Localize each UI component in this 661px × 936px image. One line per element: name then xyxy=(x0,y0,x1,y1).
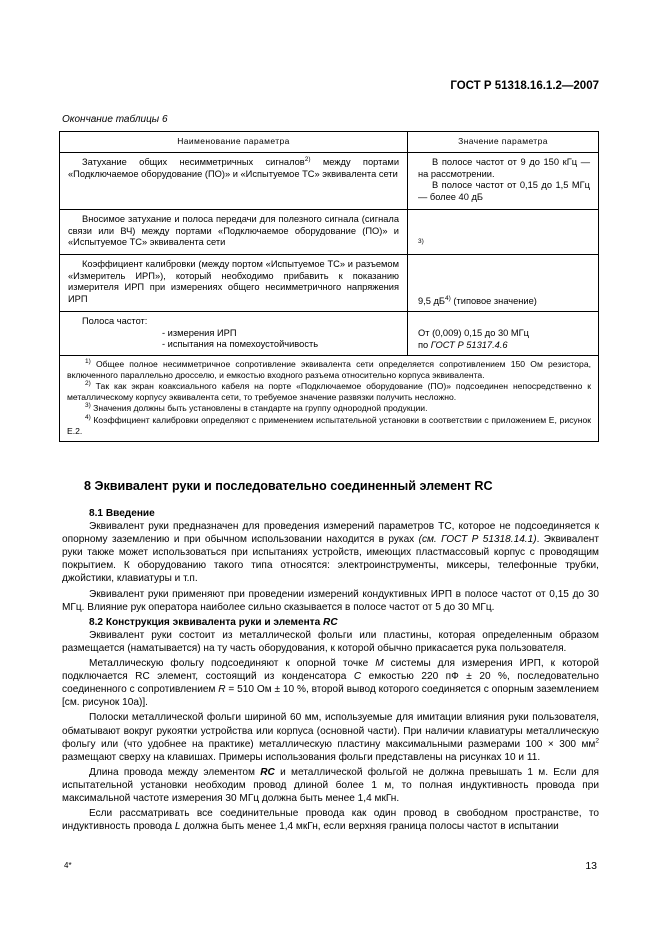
table-footnotes-row xyxy=(60,356,599,442)
footer-mark: 4* xyxy=(64,861,72,870)
column-header-value: Значение параметра xyxy=(408,132,599,153)
subsection-heading: 8.2 Конструкция эквивалента руки и элемента RC xyxy=(89,616,338,628)
footnote: $^{2)}$ Так как экран коаксиального кабеля на порте «Подключаемое оборудование (ПО)» подсоединен непосредственно к металлическому корпусу эквивалента сети, то требуемое значение развязки получить несложно. xyxy=(67,380,591,402)
column-header-name: Наименование параметра xyxy=(60,132,408,153)
paragraph: Эквивалент руки применяют при проведении измерений кондуктивных ИРП в полосе частот от 0,15 до 30 МГц. Влияние рук оператора наиболее сильно сказывается в полосе частот от 5 до 30 МГц. xyxy=(62,588,599,613)
table-row xyxy=(60,312,599,356)
table-footnotes xyxy=(60,356,599,442)
param-name-cell xyxy=(60,210,408,255)
param-name: Затухание общих несимметричных сигналов$^{2)}$ между портами «Подключаемое оборудование (ПО)» и «Испытуемое ТС» эквивалента сети xyxy=(68,155,400,179)
param-value-line: В полосе частот от 9 до 150 кГц — на рассмотрении. xyxy=(418,157,590,179)
footnote: $^{1)}$ Общее полное несимметричное сопротивление эквивалента сети определяется сопротивлением 150 Ом резистора, включенного параллельно дросселю, и емкостью входного разъема относительно корпуса эквивалента. xyxy=(67,358,591,380)
footnote-ref: 3) xyxy=(418,237,424,245)
footnote: $^{4)}$ Коэффициент калибровки определяют с применением испытательной установки в соответствии с приложением Е, рисунок Е.2. xyxy=(67,414,591,436)
param-name-cell xyxy=(60,312,408,356)
param-value-line: В полосе частот от 0,15 до 1,5 МГц — более 40 дБ xyxy=(418,180,590,202)
param-name-cell xyxy=(60,255,408,312)
paragraph: Металлическую фольгу подсоединяют к опорной точке М системы для измерения ИРП, к которой подключается RC элемент, состоящий из конденсатора С емкостью 220 пФ ± 20 %, последовательно соединенного с сопротивлением R = 510 Ом ± 10 %, второй вывод которого соединяется с опорным заземлением [см. рисунок 10а)]. xyxy=(62,658,599,709)
param-name-cell xyxy=(60,153,408,210)
param-value: 9,5 $дБ^{4)}$ (типовое значение) xyxy=(418,294,537,306)
table-row xyxy=(60,153,599,210)
param-value-line: От (0,009) 0,15 до 30 МГц xyxy=(418,328,529,338)
table-header-row xyxy=(60,132,599,153)
paragraph: Эквивалент руки предназначен для проведения измерений параметров ТС, которое не подсоединяется к опорному заземлению и при обычном использовании находится в руках (см. ГОСТ Р 51318.14.1). Эквивалент руки также может использоваться при испытаниях устройств, имеющих пластмассовый корпус с проводящим покрытием. К оборудованию такого типа относятся: электроинструменты, миксеры, телефонные трубки, джойстики, клавиатуры и т.п. xyxy=(62,521,600,585)
page-number: 13 xyxy=(585,860,597,872)
table-caption: Окончание таблицы 6 xyxy=(62,114,168,125)
param-value-cell xyxy=(408,255,599,312)
table-row xyxy=(60,210,599,255)
param-name: Полоса частот: xyxy=(82,316,148,326)
param-subitem: - измерения ИРП xyxy=(162,327,237,338)
param-value-cell xyxy=(408,210,599,255)
param-value-cell xyxy=(408,153,599,210)
paragraph: Эквивалент руки состоит из металлической фольги или пластины, которая определенным образом размещается (наматывается) на ту часть оборудования, к которой обычно прикасается рука пользователя. xyxy=(62,629,599,654)
footnote: $^{3)}$ Значения должны быть установлены в стандарте на группу однородной продукции. xyxy=(85,402,428,414)
param-value-line: по ГОСТ Р 51317.4.6 xyxy=(418,339,508,350)
param-subitem: - испытания на помехоустойчивость xyxy=(162,339,319,349)
param-name: Вносимое затухание и полоса передачи для полезного сигнала (сигнала связи или ВЧ) между портами «Подключаемое оборудование (ПО)» и «Испытуемое ТС» эквивалента сети xyxy=(68,214,399,247)
param-value-cell xyxy=(408,312,599,356)
section-title: 8 Эквивалент руки и последовательно соединенный элемент RC xyxy=(84,479,493,493)
paragraph: Длина провода между элементом RC и металлической фольгой не должна превышать 1 м. Если для испытательной установки необходим провод длиной более 1 м, то полная индуктивность провода при максимальной частоте измерения 30 МГц должна быть менее 1,4 мкГн. xyxy=(62,766,599,804)
table-row xyxy=(60,255,599,312)
paragraph: Если рассматривать все соединительные провода как один провод в свободном пространстве, то индуктивность провода L должна быть менее 1,4 мкГн, если верхняя граница полосы частот в испытании xyxy=(62,808,599,833)
param-name: Коэффициент калибровки (между портом «Испытуемое ТС» и разъемом «Измеритель ИРП»), который необходимо прибавить к показанию измерителя ИРП при измерениях общего несимметричного напряжения ИРП xyxy=(68,259,399,304)
paragraph: Полоски металлической фольги шириной 60 мм, используемые для имитации влияния руки пользователя, обматывают вокруг рукоятки устройства или корпуса (основной части). При наличии клавиатуры металлическую фольгу или (что удобнее на практике) металлическую пластину максимальными размерами 100 × 300 $мм^2$ размещают сверху на клавишах. Примеры использования фольги представлены на рисунках 10 и 11. xyxy=(62,712,599,763)
parameters-table xyxy=(59,131,599,442)
subsection-heading: 8.1 Введение xyxy=(89,508,155,519)
document-header: ГОСТ Р 51318.16.1.2—2007 xyxy=(450,80,599,92)
body-text xyxy=(62,505,599,833)
